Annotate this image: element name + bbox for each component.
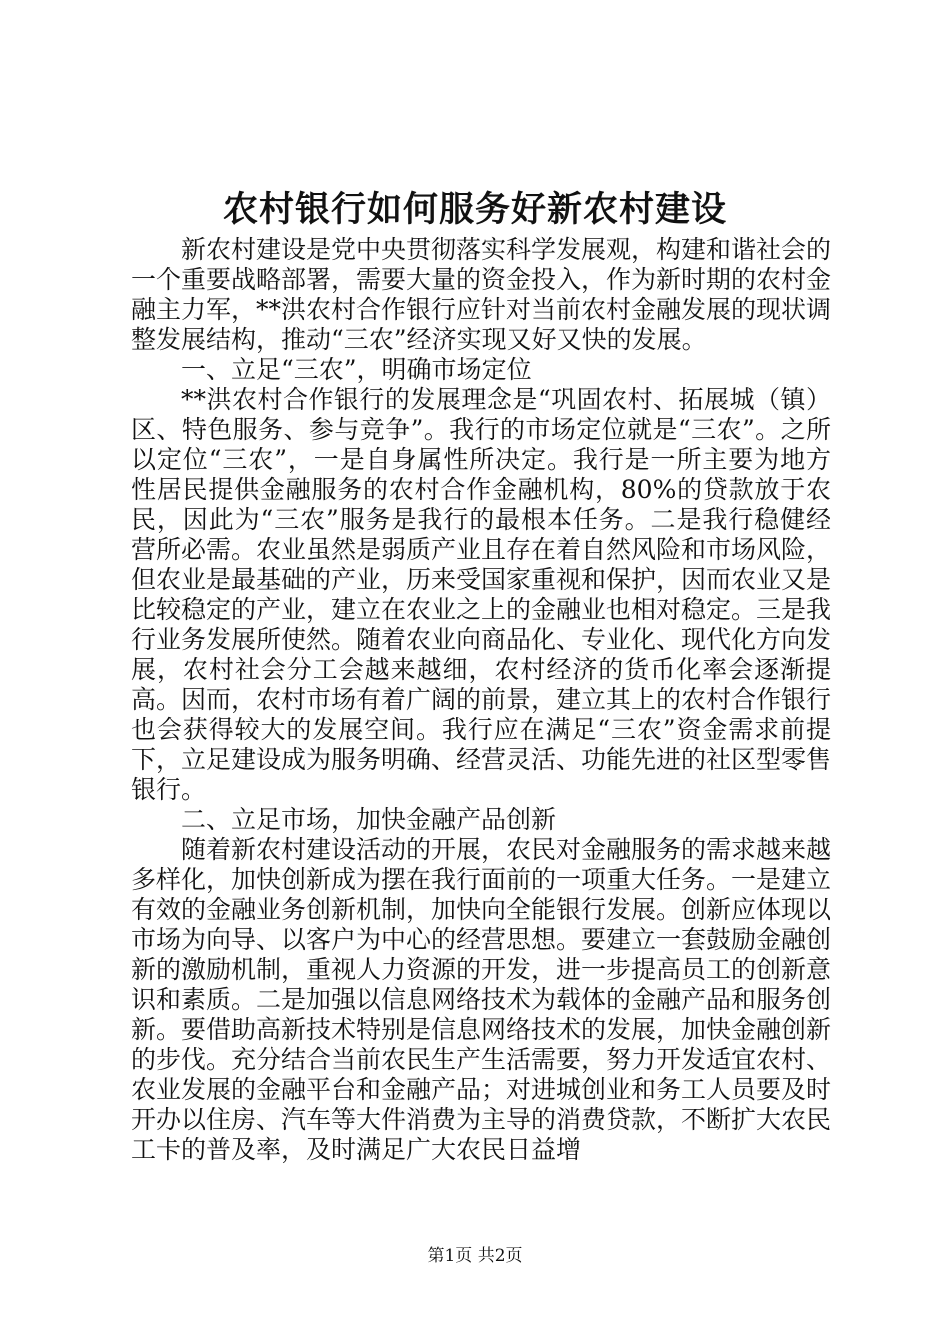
page-number-footer: 第1页 共2页 xyxy=(427,1246,523,1266)
section-heading-2: 二、立足市场，加快金融产品创新 xyxy=(181,805,557,834)
document-body xyxy=(131,235,831,1165)
intro-paragraph: 新农村建设是党中央贯彻落实科学发展观，构建和谐社会的一个重要战略部署，需要大量的资金投入，作为新时期的农村金融主力军，**洪农村合作银行应针对当前农村金融发展的现状调整发展结构，推动“三农”经济实现又好又快的发展。 xyxy=(131,235,832,354)
section-heading-1: 一、立足“三农”，明确市场定位 xyxy=(181,355,532,384)
document-title: 农村银行如何服务好新农村建设 xyxy=(222,189,727,230)
section-1-paragraph: **洪农村合作银行的发展理念是“巩固农村、拓展城（镇）区、特色服务、参与竞争”。我行的市场定位就是“三农”。之所以定位“三农”，一是自身属性所决定。我行是一所主要为地方性居民提供金融服务的农村合作金融机构，80%的贷款放于农民，因此为“三农”服务是我行的最根本任务。二是我行稳健经营所必需。农业虽然是弱质产业且存在着自然风险和市场风险，但农业是最基础的产业，历来受国家重视和保护，因而农业又是比较稳定的产业，建立在农业之上的金融业也相对稳定。三是我行业务发展所使然。随着农业向商品化、专业化、现代化方向发展，农村社会分工会越来越细，农村经济的货币化率会逐渐提高。因而，农村市场有着广阔的前景，建立其上的农村合作银行也会获得较大的发展空间。我行应在满足“三农”资金需求前提下，立足建设成为服务明确、经营灵活、功能先进的社区型零售银行。 xyxy=(131,385,832,804)
section-2-paragraph: 随着新农村建设活动的开展，农民对金融服务的需求越来越多样化，加快创新成为摆在我行面前的一项重大任务。一是建立有效的金融业务创新机制，加快向全能银行发展。创新应体现以市场为向导、以客户为中心的经营思想。要建立一套鼓励金融创新的激励机制，重视人力资源的开发，进一步提高员工的创新意识和素质。二是加强以信息网络技术为载体的金融产品和服务创新。要借助高新技术特别是信息网络技术的发展，加快金融创新的步伐。充分结合当前农民生产生活需要，努力开发适宜农村、农业发展的金融平台和金融产品；对进城创业和务工人员要及时开办以住房、汽车等大件消费为主导的消费贷款，不断扩大农民工卡的普及率，及时满足广大农民日益增 xyxy=(131,835,832,1164)
